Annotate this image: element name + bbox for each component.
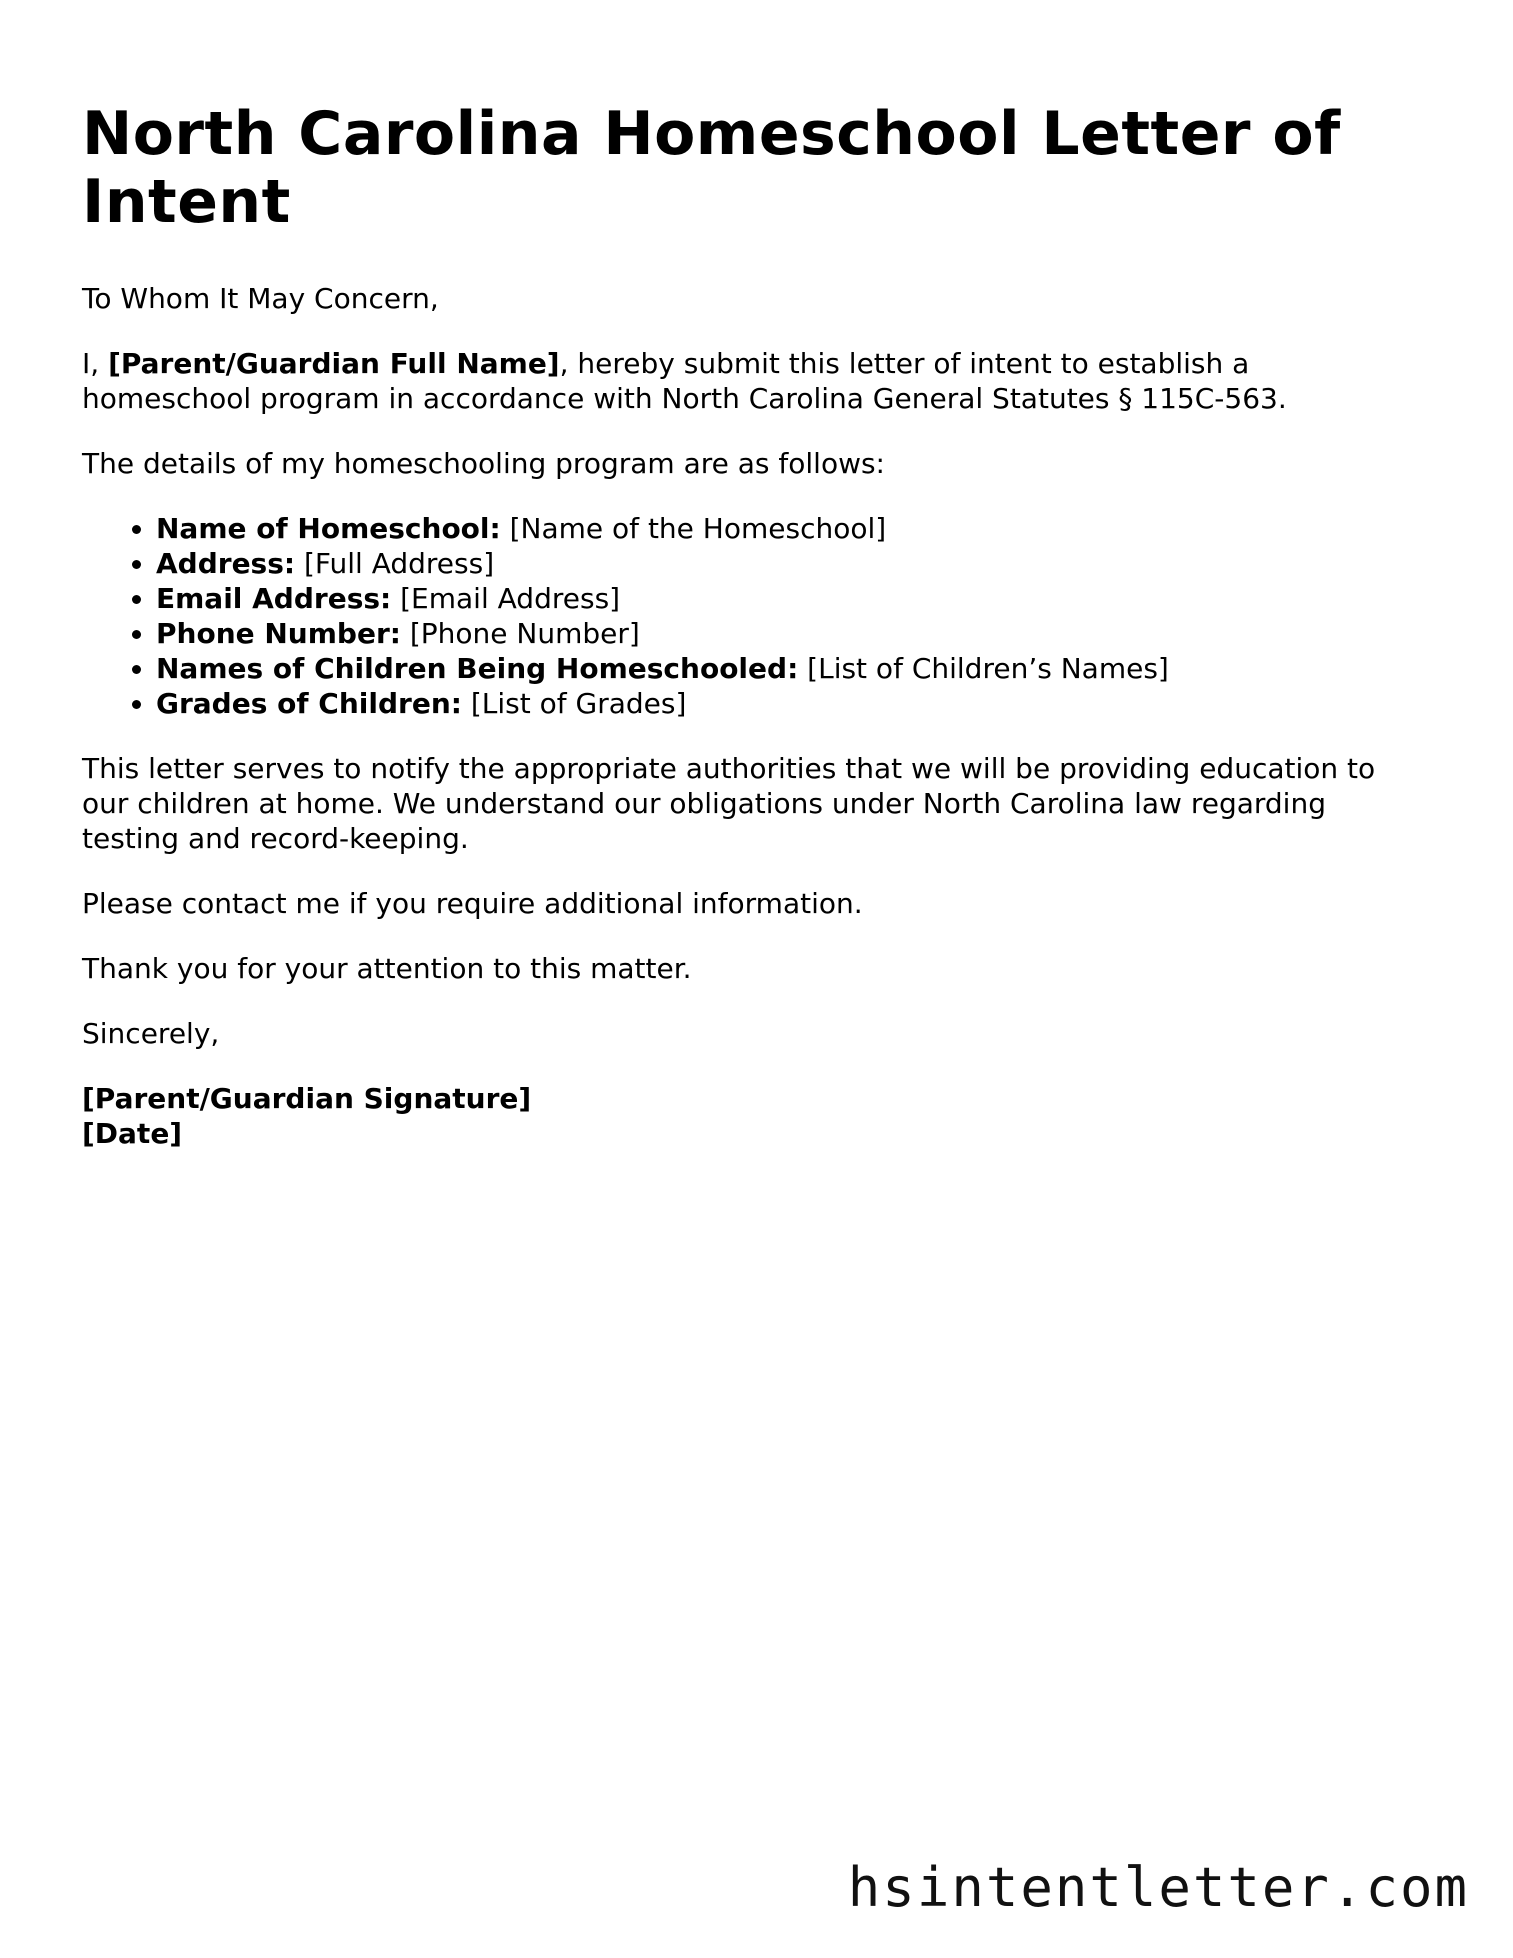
detail-label: Email Address: — [156, 582, 392, 615]
detail-value: [List of Children’s Names] — [798, 652, 1169, 685]
list-item — [156, 651, 1422, 686]
intro-paragraph — [82, 346, 1422, 416]
details-intro: The details of my homeschooling program are as follows: — [82, 447, 885, 480]
letter-page — [82, 100, 1422, 1151]
detail-value: [List of Grades] — [461, 687, 687, 720]
notice-paragraph: This letter serves to notify the appropriate authorities that we will be providing education to our children at home. We understand our obligations under North Carolina law regarding testing and record-keeping. — [82, 752, 1376, 855]
detail-label: Address: — [156, 547, 296, 580]
detail-label: Name of Homeschool: — [156, 512, 501, 545]
detail-value: [Email Address] — [391, 582, 621, 615]
parent-name-placeholder: [Parent/Guardian Full Name] — [108, 347, 560, 380]
list-item — [156, 511, 1422, 546]
detail-value: [Name of the Homeschool] — [500, 512, 887, 545]
salutation: To Whom It May Concern, — [82, 282, 439, 315]
detail-value: [Full Address] — [295, 547, 495, 580]
thanks-paragraph: Thank you for your attention to this matter. — [82, 952, 692, 985]
signature-block — [82, 1081, 1422, 1151]
detail-label: Names of Children Being Homeschooled: — [156, 652, 799, 685]
detail-label: Phone Number: — [156, 617, 401, 650]
signature-placeholder: [Parent/Guardian Signature] — [82, 1082, 532, 1115]
list-item — [156, 616, 1422, 651]
list-item — [156, 686, 1422, 721]
date-placeholder: [Date] — [82, 1117, 183, 1150]
intro-prefix: I, — [82, 347, 109, 380]
intro-suffix: , hereby submit this letter of intent to establish a homeschool program in accordance with North Carolina General Statutes § 115C-563. — [82, 347, 1287, 415]
contact-paragraph: Please contact me if you require additional information. — [82, 887, 863, 920]
closing: Sincerely, — [82, 1017, 220, 1050]
list-item — [156, 581, 1422, 616]
detail-label: Grades of Children: — [156, 687, 462, 720]
detail-value: [Phone Number] — [400, 617, 640, 650]
page-title: North Carolina Homeschool Letter of Intent — [82, 99, 1341, 237]
watermark: hsintentletter.com — [847, 1856, 1469, 1919]
list-item — [156, 546, 1422, 581]
details-list — [82, 511, 1422, 721]
